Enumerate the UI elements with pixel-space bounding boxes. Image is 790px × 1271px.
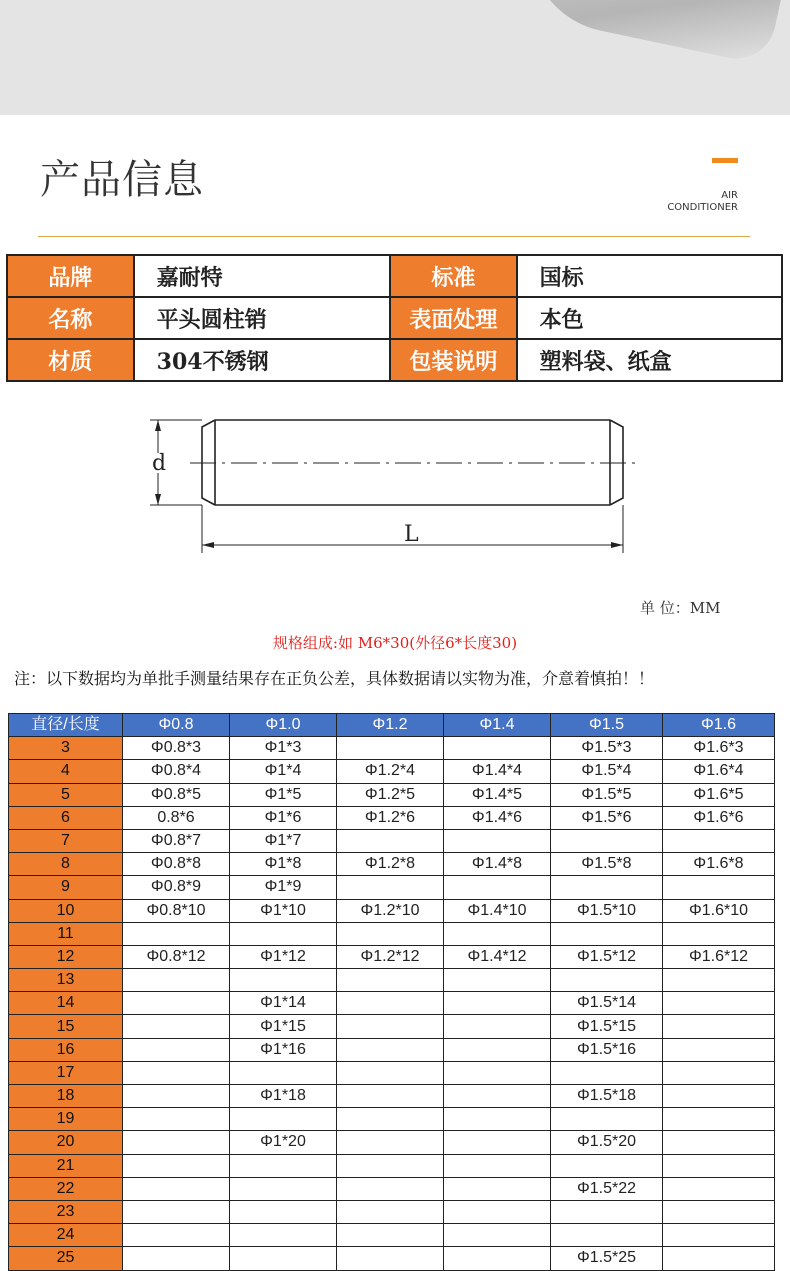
size-cell: Φ1.6*3 xyxy=(663,737,775,760)
info-key: 标准 xyxy=(390,255,517,297)
size-cell xyxy=(230,1177,337,1200)
size-cell xyxy=(123,969,230,992)
size-cell xyxy=(663,1247,775,1270)
header-diameter: Φ1.0 xyxy=(230,714,337,737)
length-cell: 20 xyxy=(9,1131,123,1154)
size-cell xyxy=(337,1177,444,1200)
info-key: 包装说明 xyxy=(390,339,517,381)
size-cell: Φ0.8*12 xyxy=(123,945,230,968)
length-cell: 14 xyxy=(9,992,123,1015)
size-cell xyxy=(123,1038,230,1061)
size-cell: Φ1.5*18 xyxy=(551,1085,663,1108)
size-cell xyxy=(444,992,551,1015)
size-cell: Φ1.4*6 xyxy=(444,806,551,829)
table-row xyxy=(9,945,775,968)
size-cell xyxy=(230,1061,337,1084)
info-row xyxy=(7,339,782,381)
table-row xyxy=(9,737,775,760)
table-row xyxy=(9,760,775,783)
size-cell xyxy=(444,1200,551,1223)
length-cell: 18 xyxy=(9,1085,123,1108)
size-cell xyxy=(230,1154,337,1177)
size-cell xyxy=(663,1224,775,1247)
size-cell xyxy=(123,1154,230,1177)
size-cell: Φ0.8*8 xyxy=(123,853,230,876)
size-cell: Φ1*6 xyxy=(230,806,337,829)
table-row xyxy=(9,1085,775,1108)
size-cell: Φ1*12 xyxy=(230,945,337,968)
table-row xyxy=(9,1108,775,1131)
info-row xyxy=(7,297,782,339)
size-cell xyxy=(123,922,230,945)
size-cell xyxy=(663,969,775,992)
info-key: 名称 xyxy=(7,297,134,339)
length-cell: 19 xyxy=(9,1108,123,1131)
size-cell: Φ0.8*4 xyxy=(123,760,230,783)
size-cell xyxy=(123,1247,230,1270)
length-cell: 6 xyxy=(9,806,123,829)
length-cell: 16 xyxy=(9,1038,123,1061)
size-cell xyxy=(663,829,775,852)
size-cell xyxy=(123,1131,230,1154)
size-cell xyxy=(551,829,663,852)
unit-label: 单 位：MM xyxy=(640,599,721,617)
length-cell: 9 xyxy=(9,876,123,899)
top-banner xyxy=(0,0,790,115)
length-label: L xyxy=(404,522,419,547)
size-cell: Φ1.4*4 xyxy=(444,760,551,783)
size-cell xyxy=(337,1085,444,1108)
length-cell: 8 xyxy=(9,853,123,876)
size-cell xyxy=(444,1108,551,1131)
size-cell xyxy=(551,922,663,945)
size-cell xyxy=(123,1015,230,1038)
table-row xyxy=(9,922,775,945)
length-cell: 13 xyxy=(9,969,123,992)
table-row xyxy=(9,1061,775,1084)
size-cell xyxy=(444,829,551,852)
info-key: 品牌 xyxy=(7,255,134,297)
size-cell: Φ0.8*3 xyxy=(123,737,230,760)
product-info-table xyxy=(6,254,783,382)
size-cell: Φ1*8 xyxy=(230,853,337,876)
size-cell xyxy=(663,1177,775,1200)
size-cell xyxy=(663,1200,775,1223)
header-diameter: Φ1.5 xyxy=(551,714,663,737)
table-row xyxy=(9,899,775,922)
size-cell: Φ1*5 xyxy=(230,783,337,806)
length-cell: 21 xyxy=(9,1154,123,1177)
size-cell xyxy=(444,1224,551,1247)
size-cell: Φ1*10 xyxy=(230,899,337,922)
size-cell: Φ1.5*10 xyxy=(551,899,663,922)
header-diameter: Φ0.8 xyxy=(123,714,230,737)
size-table-body xyxy=(9,737,775,1270)
size-cell xyxy=(444,737,551,760)
size-cell xyxy=(663,876,775,899)
size-cell: Φ1.6*12 xyxy=(663,945,775,968)
size-cell: Φ1.5*20 xyxy=(551,1131,663,1154)
header-diameter-length: 直径/长度 xyxy=(9,714,123,737)
info-value: 平头圆柱销 xyxy=(134,297,390,339)
size-cell xyxy=(337,969,444,992)
length-cell: 4 xyxy=(9,760,123,783)
size-cell: Φ1.2*8 xyxy=(337,853,444,876)
info-key: 材质 xyxy=(7,339,134,381)
size-cell: Φ1.5*6 xyxy=(551,806,663,829)
size-cell: Φ1*20 xyxy=(230,1131,337,1154)
size-cell xyxy=(337,1224,444,1247)
length-cell: 25 xyxy=(9,1247,123,1270)
size-cell: 0.8*6 xyxy=(123,806,230,829)
size-cell xyxy=(337,992,444,1015)
info-value: 304不锈钢 xyxy=(134,339,390,381)
length-cell: 23 xyxy=(9,1200,123,1223)
table-row xyxy=(9,1224,775,1247)
length-cell: 11 xyxy=(9,922,123,945)
size-cell xyxy=(444,1154,551,1177)
size-cell xyxy=(337,922,444,945)
table-row xyxy=(9,783,775,806)
info-value: 塑料袋、纸盒 xyxy=(517,339,782,381)
size-cell xyxy=(123,1061,230,1084)
size-cell: Φ1.5*25 xyxy=(551,1247,663,1270)
size-cell xyxy=(663,1015,775,1038)
size-cell xyxy=(663,1108,775,1131)
size-cell xyxy=(444,1038,551,1061)
size-cell: Φ1.2*6 xyxy=(337,806,444,829)
size-cell xyxy=(123,1224,230,1247)
pin-dimension-drawing xyxy=(140,405,650,565)
header-diameter: Φ1.6 xyxy=(663,714,775,737)
size-cell xyxy=(337,876,444,899)
size-cell: Φ1.5*16 xyxy=(551,1038,663,1061)
size-cell xyxy=(337,1131,444,1154)
size-cell: Φ0.8*5 xyxy=(123,783,230,806)
size-cell: Φ1.5*15 xyxy=(551,1015,663,1038)
size-cell xyxy=(444,969,551,992)
length-cell: 12 xyxy=(9,945,123,968)
size-cell xyxy=(123,992,230,1015)
size-cell xyxy=(663,1061,775,1084)
size-cell xyxy=(444,1061,551,1084)
banner-decoration xyxy=(512,0,787,66)
table-row xyxy=(9,876,775,899)
size-cell: Φ1.5*12 xyxy=(551,945,663,968)
size-cell xyxy=(123,1177,230,1200)
header-subtitle xyxy=(667,190,738,214)
size-cell xyxy=(230,969,337,992)
table-row xyxy=(9,1154,775,1177)
size-cell: Φ0.8*10 xyxy=(123,899,230,922)
size-cell: Φ1*9 xyxy=(230,876,337,899)
size-cell xyxy=(337,1038,444,1061)
length-cell: 15 xyxy=(9,1015,123,1038)
size-cell: Φ1.5*4 xyxy=(551,760,663,783)
size-cell: Φ1.2*12 xyxy=(337,945,444,968)
size-cell: Φ1.4*12 xyxy=(444,945,551,968)
size-cell: Φ1.6*5 xyxy=(663,783,775,806)
size-cell: Φ1*15 xyxy=(230,1015,337,1038)
length-cell: 5 xyxy=(9,783,123,806)
subtitle-line-2: CONDITIONER xyxy=(667,202,738,213)
size-cell: Φ1.5*5 xyxy=(551,783,663,806)
size-cell xyxy=(444,922,551,945)
size-cell xyxy=(444,1177,551,1200)
size-cell xyxy=(123,1200,230,1223)
size-cell xyxy=(337,1061,444,1084)
size-cell: Φ0.8*9 xyxy=(123,876,230,899)
size-cell: Φ1.2*4 xyxy=(337,760,444,783)
size-cell: Φ1.4*8 xyxy=(444,853,551,876)
size-cell xyxy=(444,876,551,899)
size-cell xyxy=(551,1154,663,1177)
diameter-label: d xyxy=(152,451,167,476)
size-cell xyxy=(663,1038,775,1061)
length-cell: 10 xyxy=(9,899,123,922)
size-cell xyxy=(444,1247,551,1270)
size-cell xyxy=(337,1247,444,1270)
accent-dash xyxy=(712,158,738,163)
table-row xyxy=(9,1200,775,1223)
size-cell: Φ0.8*7 xyxy=(123,829,230,852)
size-cell xyxy=(663,922,775,945)
size-cell xyxy=(230,922,337,945)
size-cell xyxy=(337,829,444,852)
size-cell xyxy=(444,1085,551,1108)
size-cell xyxy=(663,1131,775,1154)
table-row xyxy=(9,1015,775,1038)
size-cell: Φ1.6*6 xyxy=(663,806,775,829)
subtitle-line-1: AIR xyxy=(721,190,738,201)
size-table xyxy=(8,713,775,1271)
length-cell: 24 xyxy=(9,1224,123,1247)
size-cell: Φ1.2*5 xyxy=(337,783,444,806)
tolerance-note: 注：以下数据均为单批手测量结果存在正负公差，具体数据请以实物为准，介意着慎拍！！ xyxy=(14,669,655,688)
info-value: 国标 xyxy=(517,255,782,297)
size-cell: Φ1.5*8 xyxy=(551,853,663,876)
size-cell: Φ1.5*14 xyxy=(551,992,663,1015)
table-row xyxy=(9,806,775,829)
size-cell: Φ1.5*22 xyxy=(551,1177,663,1200)
size-cell: Φ1*4 xyxy=(230,760,337,783)
size-cell xyxy=(663,992,775,1015)
size-cell xyxy=(551,1200,663,1223)
table-row xyxy=(9,1177,775,1200)
info-value: 本色 xyxy=(517,297,782,339)
table-row xyxy=(9,1131,775,1154)
length-cell: 3 xyxy=(9,737,123,760)
size-cell xyxy=(551,876,663,899)
size-cell xyxy=(230,1224,337,1247)
divider xyxy=(38,236,750,237)
size-cell xyxy=(444,1015,551,1038)
info-key: 表面处理 xyxy=(390,297,517,339)
header-diameter: Φ1.4 xyxy=(444,714,551,737)
table-row xyxy=(9,829,775,852)
table-row xyxy=(9,969,775,992)
size-cell xyxy=(123,1085,230,1108)
size-cell xyxy=(444,1131,551,1154)
size-cell xyxy=(230,1108,337,1131)
size-cell: Φ1.6*10 xyxy=(663,899,775,922)
table-row xyxy=(9,1038,775,1061)
size-cell: Φ1.5*3 xyxy=(551,737,663,760)
size-cell: Φ1.6*4 xyxy=(663,760,775,783)
size-cell xyxy=(123,1108,230,1131)
size-cell xyxy=(663,1154,775,1177)
size-cell xyxy=(230,1247,337,1270)
size-cell xyxy=(337,1015,444,1038)
length-cell: 22 xyxy=(9,1177,123,1200)
length-cell: 17 xyxy=(9,1061,123,1084)
size-cell: Φ1*18 xyxy=(230,1085,337,1108)
size-cell xyxy=(337,1154,444,1177)
size-cell: Φ1*7 xyxy=(230,829,337,852)
table-row xyxy=(9,992,775,1015)
size-cell: Φ1.4*10 xyxy=(444,899,551,922)
size-cell: Φ1*16 xyxy=(230,1038,337,1061)
size-cell: Φ1.6*8 xyxy=(663,853,775,876)
size-cell xyxy=(337,737,444,760)
spec-composition: 规格组成:如 M6*30(外径6*长度30) xyxy=(272,634,518,652)
length-cell: 7 xyxy=(9,829,123,852)
size-cell xyxy=(337,1108,444,1131)
header-diameter: Φ1.2 xyxy=(337,714,444,737)
info-value: 嘉耐特 xyxy=(134,255,390,297)
size-cell: Φ1.2*10 xyxy=(337,899,444,922)
table-row xyxy=(9,1247,775,1270)
page-title: 产品信息 xyxy=(40,157,204,203)
size-cell xyxy=(230,1200,337,1223)
size-cell xyxy=(551,1224,663,1247)
size-cell xyxy=(337,1200,444,1223)
size-cell: Φ1*14 xyxy=(230,992,337,1015)
table-row xyxy=(9,853,775,876)
size-cell: Φ1*3 xyxy=(230,737,337,760)
size-cell xyxy=(663,1085,775,1108)
size-table-header xyxy=(9,714,775,737)
size-cell: Φ1.4*5 xyxy=(444,783,551,806)
size-cell xyxy=(551,1108,663,1131)
size-cell xyxy=(551,969,663,992)
size-cell xyxy=(551,1061,663,1084)
info-row xyxy=(7,255,782,297)
